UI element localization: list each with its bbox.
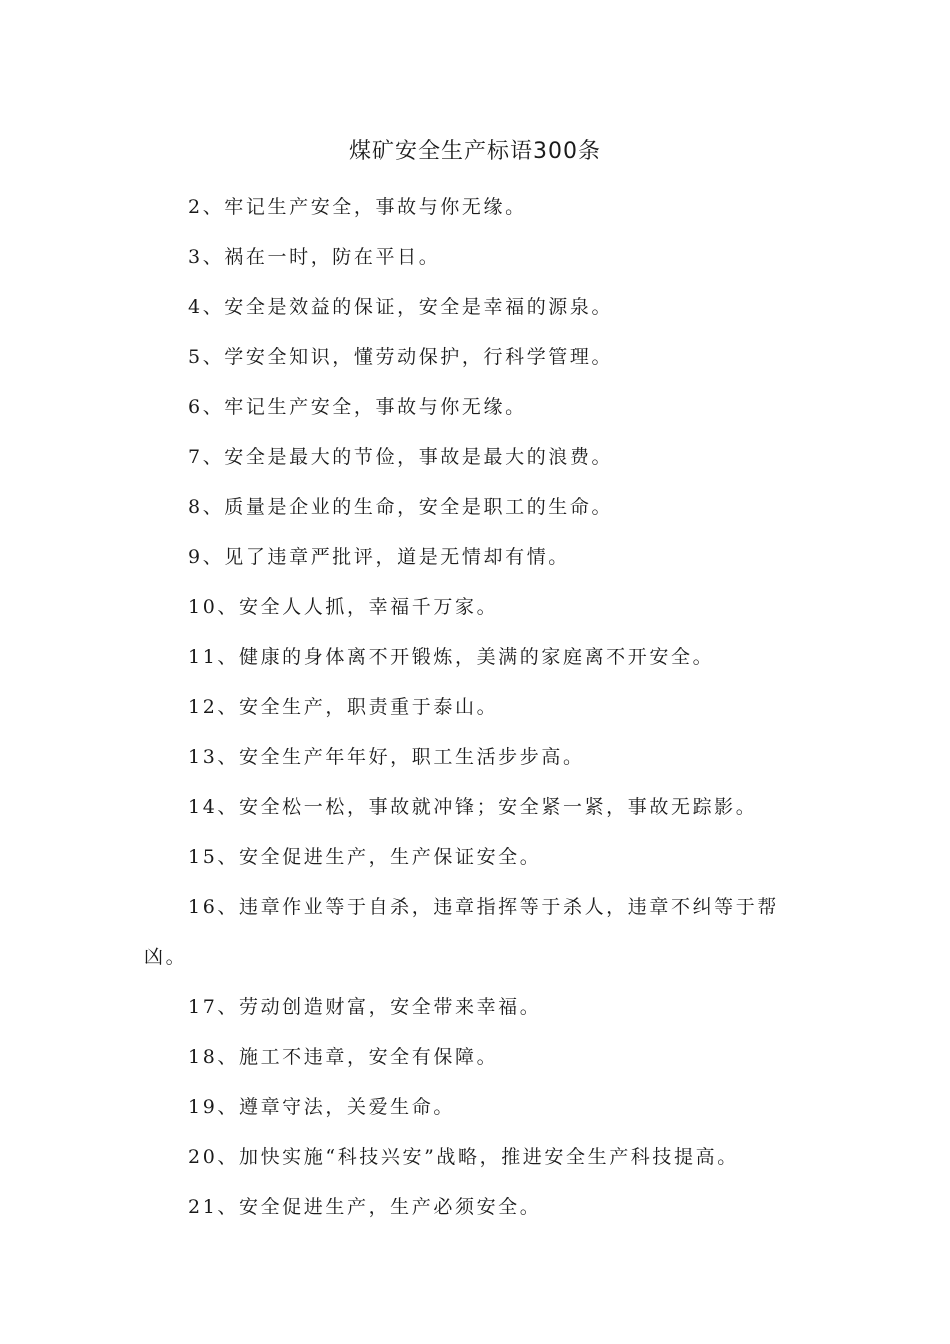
list-item: 18、施工不违章，安全有保障。 [188, 1046, 499, 1068]
slogan-list [144, 182, 804, 1232]
list-item: 11、健康的身体离不开锻炼，美满的家庭离不开安全。 [188, 646, 715, 668]
list-item: 8、质量是企业的生命，安全是职工的生命。 [188, 496, 614, 518]
list-item: 14、安全松一松，事故就冲锋；安全紧一紧，事故无踪影。 [188, 796, 758, 818]
list-item: 21、安全促进生产，生产必须安全。 [188, 1196, 542, 1218]
list-item: 3、祸在一时，防在平日。 [188, 246, 441, 268]
list-item: 6、牢记生产安全，事故与你无缘。 [188, 396, 527, 418]
list-item: 15、安全促进生产，生产保证安全。 [188, 846, 542, 868]
list-item: 2、牢记生产安全，事故与你无缘。 [188, 196, 527, 218]
list-item: 7、安全是最大的节俭，事故是最大的浪费。 [188, 446, 614, 468]
list-item: 4、安全是效益的保证，安全是幸福的源泉。 [188, 296, 614, 318]
document-title: 煤矿安全生产标语300条 [349, 139, 601, 164]
list-item: 20、加快实施“科技兴安”战略，推进安全生产科技提高。 [188, 1146, 739, 1168]
list-item: 13、安全生产年年好，职工生活步步高。 [188, 746, 585, 768]
list-item: 5、学安全知识，懂劳动保护，行科学管理。 [188, 346, 614, 368]
list-item: 17、劳动创造财富，安全带来幸福。 [188, 996, 542, 1018]
list-item: 16、违章作业等于自杀，违章指挥等于杀人，违章不纠等于帮凶。 [144, 896, 779, 968]
list-item: 12、安全生产，职责重于泰山。 [188, 696, 499, 718]
list-item: 9、见了违章严批评，道是无情却有情。 [188, 546, 570, 568]
list-item: 19、遵章守法，关爱生命。 [188, 1096, 455, 1118]
list-item: 10、安全人人抓，幸福千万家。 [188, 596, 499, 618]
